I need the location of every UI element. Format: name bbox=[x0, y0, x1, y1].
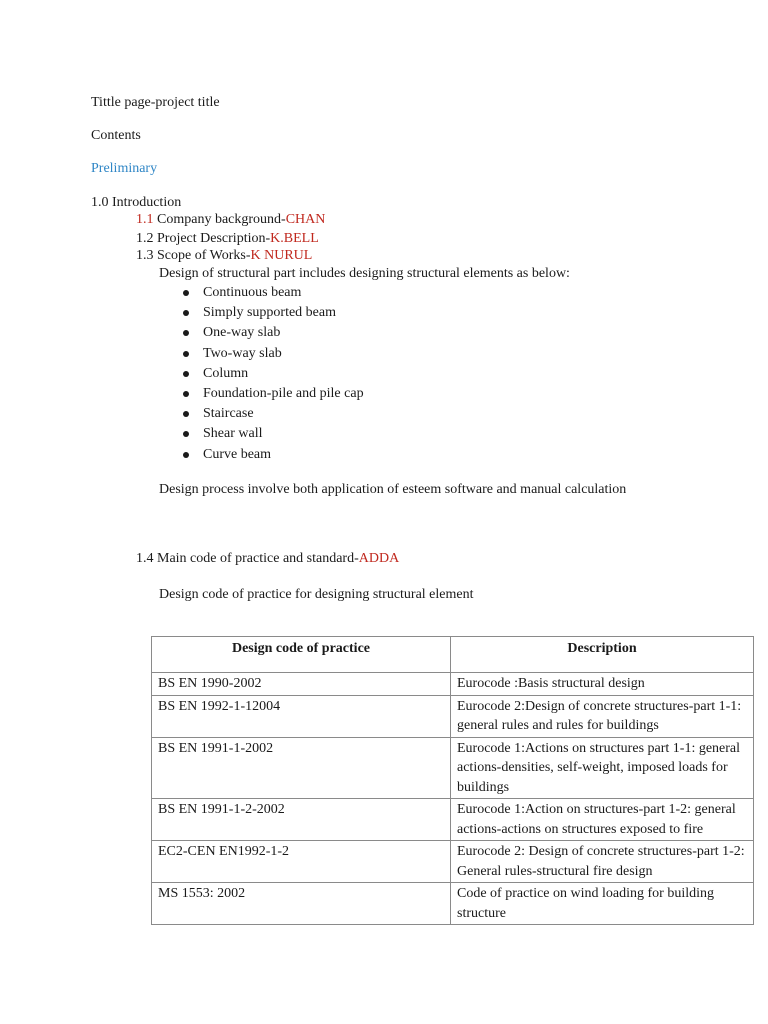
bullet-icon bbox=[183, 310, 189, 316]
table-cell-description: Eurocode 1:Actions on structures part 1-1: general actions-densities, self-weight, imposed loads for buildings bbox=[451, 737, 754, 799]
list-item bbox=[181, 304, 364, 324]
section-1-2 bbox=[136, 230, 319, 248]
list-item-label: Shear wall bbox=[203, 426, 263, 442]
design-process-paragraph: Design process involve both application of esteem software and manual calculation bbox=[159, 482, 627, 497]
list-item-label: Foundation-pile and pile cap bbox=[203, 385, 364, 401]
bullet-icon bbox=[183, 452, 189, 458]
section-1-1-text: Company background- bbox=[153, 212, 286, 227]
list-item-label: Curve beam bbox=[203, 446, 272, 462]
section-1-2-text: 1.2 Project Description- bbox=[136, 231, 271, 246]
table-cell-code: BS EN 1992-1-12004 bbox=[152, 695, 451, 737]
list-item bbox=[181, 345, 364, 365]
code-of-practice-table bbox=[151, 636, 754, 925]
table-header-row bbox=[152, 637, 754, 673]
bullet-icon bbox=[183, 330, 189, 336]
section-1-4 bbox=[136, 550, 399, 568]
bullet-icon bbox=[183, 411, 189, 417]
list-item-label: One-way slab bbox=[203, 325, 281, 341]
bullet-icon bbox=[183, 351, 189, 357]
table-row bbox=[152, 695, 754, 737]
contents-line: Contents bbox=[91, 128, 141, 143]
table-row bbox=[152, 883, 754, 925]
table-cell-description: Eurocode 2:Design of concrete structures-part 1-1: general rules and rules for buildings bbox=[451, 695, 754, 737]
table-cell-code: BS EN 1990-2002 bbox=[152, 673, 451, 696]
section-1-1-number: 1.1 bbox=[136, 212, 154, 227]
section-1-1 bbox=[136, 211, 325, 229]
list-item-label: Simply supported beam bbox=[203, 305, 336, 321]
table-row bbox=[152, 799, 754, 841]
section-1-3-author: K NURUL bbox=[250, 248, 313, 263]
table-cell-description: Eurocode 2: Design of concrete structures-part 1-2: General rules-structural fire design bbox=[451, 841, 754, 883]
table-row bbox=[152, 737, 754, 799]
header-design-code: Design code of practice bbox=[152, 637, 451, 673]
title-page-line: Tittle page-project title bbox=[91, 95, 220, 110]
list-item-label: Continuous beam bbox=[203, 285, 302, 300]
bullet-icon bbox=[183, 290, 189, 296]
header-description: Description bbox=[451, 637, 754, 673]
list-item bbox=[181, 385, 364, 405]
section-1-2-author: K.BELL bbox=[270, 231, 319, 246]
table-cell-code: BS EN 1991-1-2-2002 bbox=[152, 799, 451, 841]
table-row bbox=[152, 673, 754, 696]
list-item bbox=[181, 425, 364, 445]
list-item-label: Staircase bbox=[203, 406, 254, 422]
bullet-icon bbox=[183, 431, 189, 437]
introduction-heading: 1.0 Introduction bbox=[91, 195, 182, 210]
list-item bbox=[181, 365, 364, 385]
table-cell-description: Eurocode 1:Action on structures-part 1-2: general actions-actions on structures exposed to fire bbox=[451, 799, 754, 841]
preliminary-heading: Preliminary bbox=[91, 161, 158, 176]
table-cell-description: Code of practice on wind loading for building structure bbox=[451, 883, 754, 925]
scope-intro-paragraph: Design of structural part includes designing structural elements as below: bbox=[159, 266, 570, 281]
bullet-icon bbox=[183, 371, 189, 377]
table-cell-code: BS EN 1991-1-2002 bbox=[152, 737, 451, 799]
list-item bbox=[181, 446, 364, 466]
list-item-label: Column bbox=[203, 365, 249, 381]
list-item bbox=[181, 284, 364, 304]
structural-elements-list bbox=[181, 284, 364, 466]
table-cell-code: MS 1553: 2002 bbox=[152, 883, 451, 925]
bullet-icon bbox=[183, 391, 189, 397]
section-1-4-author: ADDA bbox=[358, 551, 400, 566]
table-cell-description: Eurocode :Basis structural design bbox=[451, 673, 754, 696]
code-intro-paragraph: Design code of practice for designing structural element bbox=[159, 587, 474, 602]
section-1-3 bbox=[136, 247, 312, 265]
table-cell-code: EC2-CEN EN1992-1-2 bbox=[152, 841, 451, 883]
list-item bbox=[181, 405, 364, 425]
section-1-1-author: CHAN bbox=[285, 212, 326, 227]
table-row bbox=[152, 841, 754, 883]
section-1-4-text: 1.4 Main code of practice and standard- bbox=[136, 551, 359, 566]
section-1-3-text: 1.3 Scope of Works- bbox=[136, 248, 251, 263]
list-item bbox=[181, 324, 364, 344]
list-item-label: Two-way slab bbox=[203, 345, 282, 361]
